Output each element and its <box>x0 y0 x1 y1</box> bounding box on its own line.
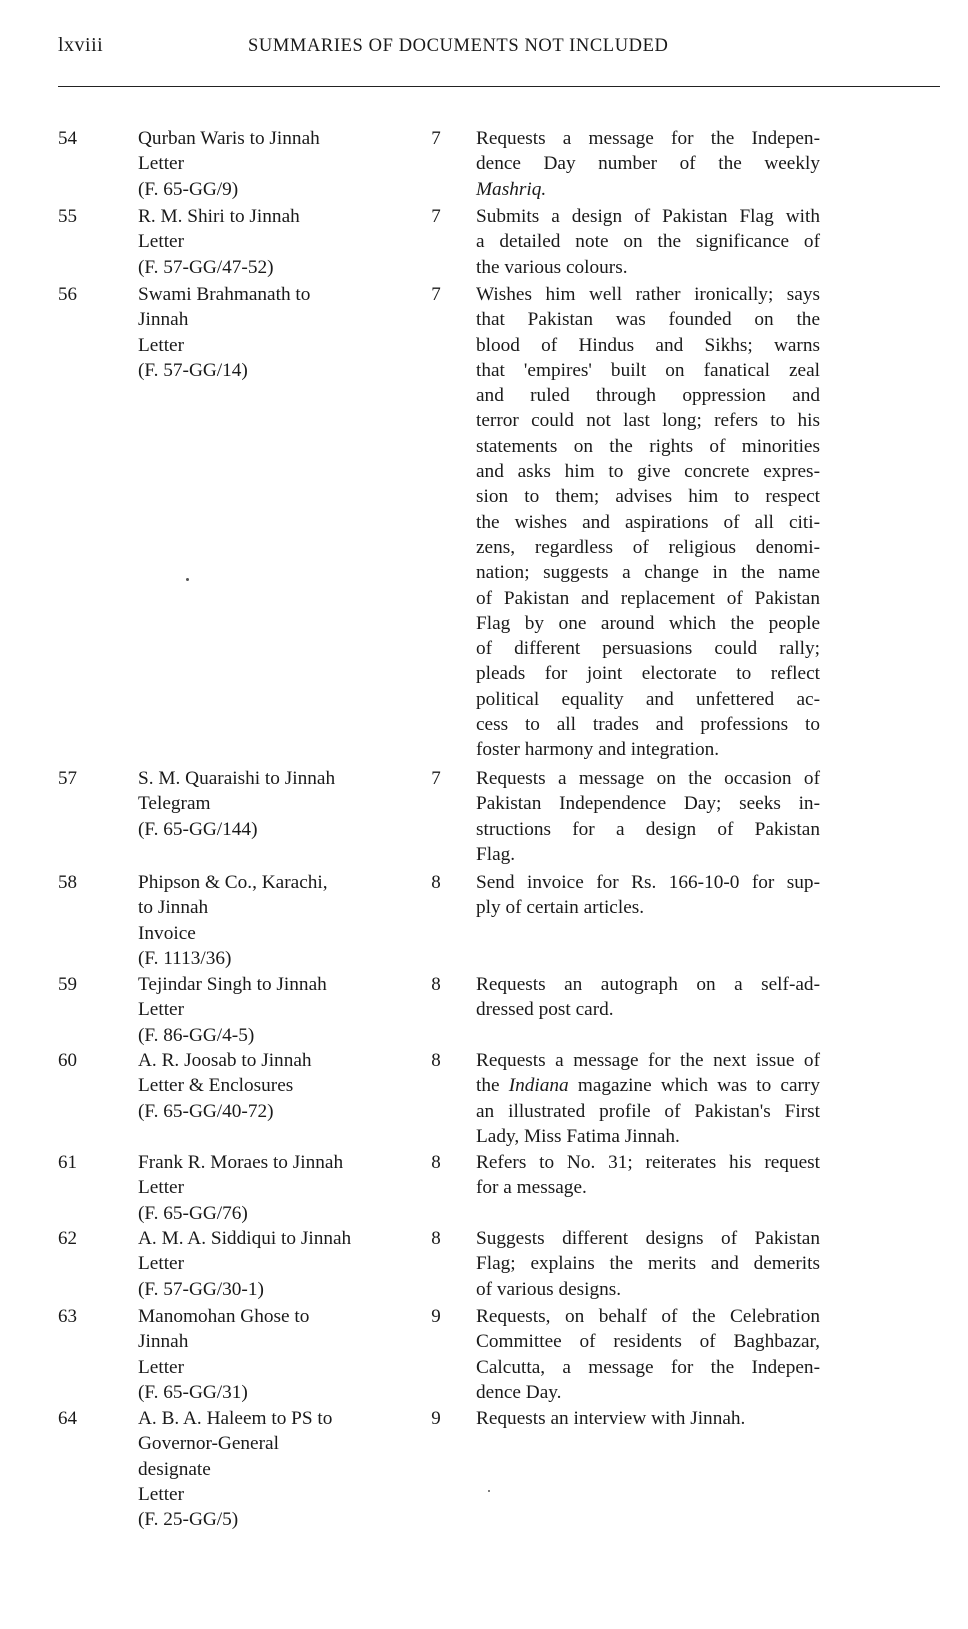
entry-description <box>138 1226 393 1302</box>
summary-line: dressed post card. <box>476 999 614 1021</box>
entry-date: 8 <box>431 1152 441 1173</box>
summary-line: for a message. <box>476 1177 587 1199</box>
summary-line: nation; suggests a change in the name <box>476 562 820 584</box>
description-line: Qurban Waris to Jinnah <box>138 128 320 149</box>
entry-description <box>138 126 393 202</box>
description-line: Letter <box>138 1177 185 1199</box>
summary-line: of various designs. <box>476 1278 622 1300</box>
entry-date: 7 <box>431 206 441 227</box>
description-line: Manomohan Ghose to <box>138 1306 310 1327</box>
entry-date: 7 <box>431 128 441 149</box>
entry-description <box>138 972 393 1048</box>
description-line: Letter <box>138 153 185 175</box>
entry-summary <box>476 972 820 1023</box>
summary-line: Flag by one around which the people <box>476 612 820 634</box>
page-number: lxviii <box>58 34 104 56</box>
entry-date: 8 <box>431 1228 441 1249</box>
summary-line: terror could not last long; refers to his <box>476 410 820 432</box>
entry-date: 8 <box>431 1050 441 1071</box>
entry-number: 58 <box>58 872 77 893</box>
description-line: Letter <box>138 231 185 253</box>
description-line: Phipson & Co., Karachi, <box>138 872 328 893</box>
summary-line: Mashriq. <box>476 178 547 200</box>
entry-date: 8 <box>431 974 441 995</box>
entry-number: 57 <box>58 768 77 789</box>
description-line: (F. 57-GG/47-52) <box>138 256 274 278</box>
summary-line: the wishes and aspirations of all citi- <box>476 511 820 533</box>
entry-number: 55 <box>58 206 77 227</box>
entry-date: 8 <box>431 872 441 893</box>
page-header <box>58 34 938 64</box>
entry-description <box>138 870 393 971</box>
summary-line: Refers to No. 31; reiterates his request <box>476 1152 820 1173</box>
summary-line: Requests an interview with Jinnah. <box>476 1408 746 1429</box>
scan-speck <box>186 578 189 581</box>
description-line: (F. 25-GG/5) <box>138 1509 239 1531</box>
entry-description <box>138 282 393 383</box>
summary-line: Wishes him well rather ironically; says <box>476 284 820 305</box>
summary-line: Requests an autograph on a self-ad- <box>476 974 820 995</box>
description-line: R. M. Shiri to Jinnah <box>138 206 300 227</box>
summary-line: Submits a design of Pakistan Flag with <box>476 206 820 227</box>
description-line: A. M. A. Siddiqui to Jinnah <box>138 1228 352 1249</box>
description-line: (F. 57-GG/30-1) <box>138 1278 264 1300</box>
description-line: (F. 1113/36) <box>138 947 232 969</box>
summary-line: Requests a message for the Indepen- <box>476 128 820 149</box>
summary-line: Lady, Miss Fatima Jinnah. <box>476 1125 680 1147</box>
summary-line: that Pakistan was founded on the <box>476 309 820 331</box>
entry-summary <box>476 870 820 921</box>
summary-line: political equality and unfettered ac- <box>476 688 820 710</box>
summary-line: an illustrated profile of Pakistan's First <box>476 1100 820 1122</box>
description-line: A. R. Joosab to Jinnah <box>138 1050 312 1071</box>
summary-line: Suggests different designs of Pakistan <box>476 1228 820 1249</box>
summary-line: Requests, on behalf of the Celebration <box>476 1306 820 1327</box>
description-line: Governor-General <box>138 1433 279 1455</box>
description-line: Letter <box>138 1253 185 1275</box>
entry-number: 60 <box>58 1050 77 1071</box>
summary-line: structions for a design of Pakistan <box>476 818 820 840</box>
description-line: Letter <box>138 1483 185 1505</box>
entry-description <box>138 1406 393 1532</box>
summary-line: Committee of residents of Baghbazar, <box>476 1331 820 1353</box>
entry-summary <box>476 204 820 280</box>
summary-line: that 'empires' built on fanatical zeal <box>476 359 820 381</box>
header-rule <box>58 86 940 87</box>
entry-summary <box>476 282 820 763</box>
entry-summary <box>476 766 820 867</box>
description-line: to Jinnah <box>138 897 209 919</box>
summary-line: Requests a message on the occasion of <box>476 768 820 789</box>
entry-number: 63 <box>58 1306 77 1327</box>
summary-line: Flag. <box>476 843 516 865</box>
entry-description <box>138 1048 393 1124</box>
description-line: Invoice <box>138 922 196 944</box>
description-line: (F. 65-GG/9) <box>138 178 239 200</box>
entry-summary <box>476 1150 820 1201</box>
entry-number: 56 <box>58 284 77 305</box>
description-line: Letter <box>138 999 185 1021</box>
entry-number: 61 <box>58 1152 77 1173</box>
summary-line: Flag; explains the merits and demerits <box>476 1253 820 1275</box>
entry-number: 62 <box>58 1228 77 1249</box>
entry-description <box>138 1150 393 1226</box>
description-line: Letter & Enclosures <box>138 1075 294 1097</box>
summary-line: statements on the rights of minorities <box>476 435 820 457</box>
summary-line: dence Day. <box>476 1381 562 1403</box>
description-line: Letter <box>138 1356 185 1378</box>
entry-number: 54 <box>58 128 77 149</box>
description-line: Frank R. Moraes to Jinnah <box>138 1152 344 1173</box>
summary-line: Send invoice for Rs. 166-10-0 for sup- <box>476 872 820 893</box>
running-title: SUMMARIES OF DOCUMENTS NOT INCLUDED <box>248 36 669 56</box>
entry-date: 7 <box>431 284 441 305</box>
description-line: (F. 86-GG/4-5) <box>138 1024 255 1046</box>
description-line: Telegram <box>138 793 211 815</box>
entry-description <box>138 204 393 280</box>
entry-summary <box>476 1226 820 1302</box>
summary-line: of Pakistan and replacement of Pakistan <box>476 587 820 609</box>
summary-line: dence Day number of the weekly <box>476 153 820 175</box>
entry-date: 7 <box>431 768 441 789</box>
description-line: (F. 65-GG/40-72) <box>138 1100 274 1122</box>
description-line: Jinnah <box>138 1331 189 1353</box>
summary-line: and ruled through oppression and <box>476 385 820 407</box>
entry-number: 64 <box>58 1408 77 1429</box>
summary-line: foster harmony and integration. <box>476 739 720 761</box>
entry-summary <box>476 1048 820 1149</box>
description-line: (F. 57-GG/14) <box>138 359 248 381</box>
description-line: A. B. A. Haleem to PS to <box>138 1408 333 1429</box>
description-line: S. M. Quaraishi to Jinnah <box>138 768 336 789</box>
summary-line: a detailed note on the significance of <box>476 231 820 253</box>
summary-line: Calcutta, a message for the Indepen- <box>476 1356 820 1378</box>
summary-line: and asks him to give concrete expres- <box>476 461 820 483</box>
summary-line: the Indiana magazine which was to carry <box>476 1075 820 1097</box>
summary-line: Pakistan Independence Day; seeks in- <box>476 793 820 815</box>
description-line: Letter <box>138 334 185 356</box>
description-line: Jinnah <box>138 309 189 331</box>
description-line: designate <box>138 1458 211 1480</box>
summary-line: pleads for joint electorate to reflect <box>476 663 820 685</box>
description-line: (F. 65-GG/144) <box>138 818 258 840</box>
entry-number: 59 <box>58 974 77 995</box>
summary-line: blood of Hindus and Sikhs; warns <box>476 334 820 356</box>
entry-summary <box>476 1304 820 1405</box>
summary-line: of different persuasions could rally; <box>476 638 820 660</box>
description-line: Swami Brahmanath to <box>138 284 311 305</box>
entry-description <box>138 766 393 842</box>
entry-description <box>138 1304 393 1405</box>
entry-summary <box>476 1406 820 1431</box>
entry-date: 9 <box>431 1408 441 1429</box>
summary-line: sion to them; advises him to respect <box>476 486 820 508</box>
summary-line: ply of certain articles. <box>476 897 645 919</box>
summary-line: the various colours. <box>476 256 628 278</box>
entry-summary <box>476 126 820 202</box>
description-line: (F. 65-GG/31) <box>138 1381 248 1403</box>
description-line: (F. 65-GG/76) <box>138 1202 248 1224</box>
description-line: Tejindar Singh to Jinnah <box>138 974 327 995</box>
summary-line: zens, regardless of religious denomi- <box>476 536 820 558</box>
entry-date: 9 <box>431 1306 441 1327</box>
scan-speck <box>488 1490 490 1492</box>
summary-line: Requests a message for the next issue of <box>476 1050 820 1071</box>
summary-line: cess to all trades and professions to <box>476 714 820 736</box>
